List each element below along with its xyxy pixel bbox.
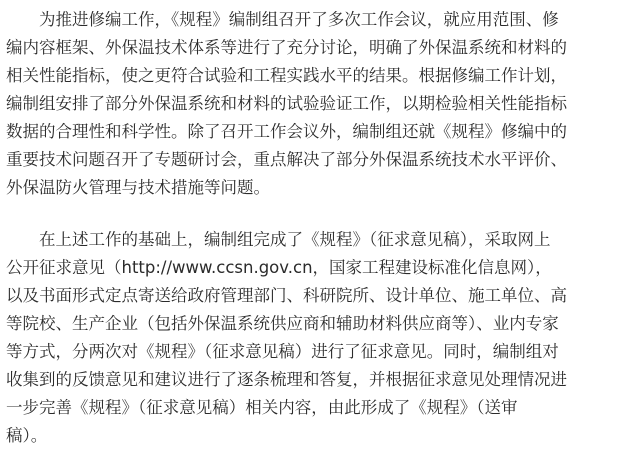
text-line: 等方式，分两次对《规程》（征求意见稿）进行了征求意见。同时，编制组对 (6, 342, 559, 361)
text-line: 为推进修编工作，《规程》编制组召开了多次工作会议，就应用范围、修 (6, 10, 559, 29)
text-line: 相关性能指标，使之更符合试验和工程实践水平的结果。根据修编工作计划， (6, 66, 567, 85)
text-line: 收集到的反馈意见和建议进行了逐条梳理和答复，并根据征求意见处理情况进 (6, 370, 567, 389)
paragraph-1 (6, 6, 607, 202)
text-line: 编制组安排了部分外保温系统和材料的试验验证工作，以期检验相关性能指标 (6, 94, 567, 113)
text-line: 公开征求意见（http://www.ccsn.gov.cn，国家工程建设标准化信息网）， (6, 258, 552, 277)
text-line: 编内容框架、外保温技术体系等进行了充分讨论，明确了外保温系统和材料的 (6, 38, 567, 57)
text-line: 外保温防火管理与技术措施等问题。 (6, 178, 270, 197)
text-line: 在上述工作的基础上，编制组完成了《规程》（征求意见稿），采取网上 (6, 230, 551, 249)
text-line: 稿）。 (6, 426, 48, 445)
text-line: 数据的合理性和科学性。除了召开工作会议外，编制组还就《规程》修编中的 (6, 122, 567, 141)
text-line: 以及书面形式定点寄送给政府管理部门、科研院所、设计单位、施工单位、高 (6, 286, 567, 305)
text-line: 一步完善《规程》（征求意见稿）相关内容，由此形成了《规程》（送审 (6, 398, 518, 417)
text-line: 等院校、生产企业（包括外保温系统供应商和辅助材料供应商等）、业内专家 (6, 314, 559, 333)
text-line: 重要技术问题召开了专题研讨会，重点解决了部分外保温系统技术水平评价、 (6, 150, 567, 169)
paragraph-gap (6, 202, 607, 226)
paragraph-2 (6, 226, 607, 450)
